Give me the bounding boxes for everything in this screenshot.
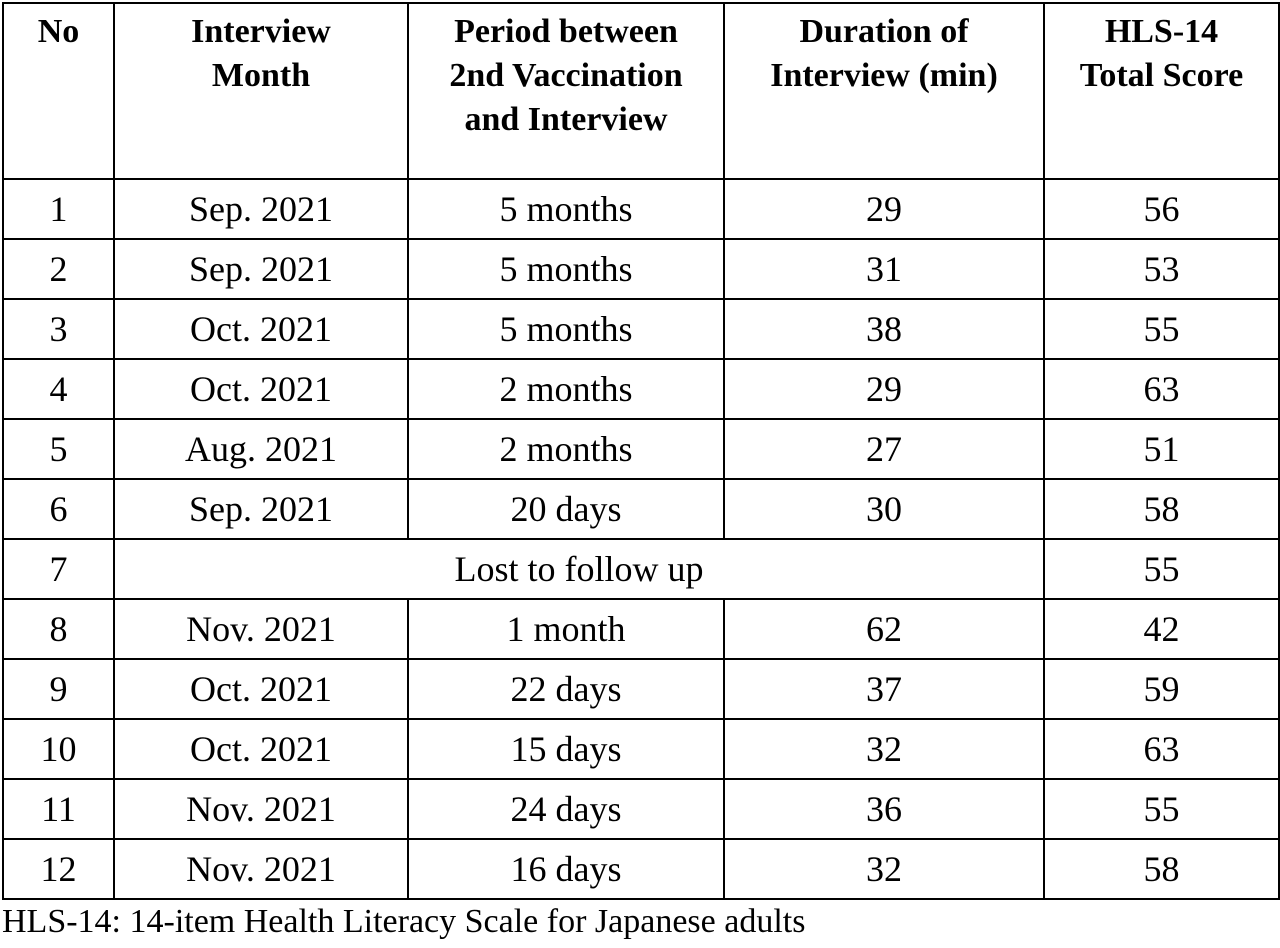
cell-month: Oct. 2021 [114,719,408,779]
table-row [3,599,1279,659]
cell-no: 4 [3,359,114,419]
cell-period: 20 days [408,479,724,539]
cell-period: 5 months [408,239,724,299]
table-row [3,719,1279,779]
cell-period: 5 months [408,179,724,239]
header-no: No [3,3,114,179]
table-row [3,299,1279,359]
footnote: HLS-14: 14-item Health Literacy Scale for Japanese adults [2,903,806,940]
table-row [3,659,1279,719]
data-table [2,2,1280,900]
cell-score: 63 [1044,359,1279,419]
cell-period: 15 days [408,719,724,779]
cell-month: Sep. 2021 [114,179,408,239]
cell-month: Oct. 2021 [114,359,408,419]
cell-no: 7 [3,539,114,599]
cell-no: 2 [3,239,114,299]
cell-duration: 62 [724,599,1044,659]
cell-no: 5 [3,419,114,479]
table-row [3,839,1279,899]
header-duration: Duration of Interview (min) [724,3,1044,179]
cell-score: 51 [1044,419,1279,479]
cell-score: 59 [1044,659,1279,719]
cell-score: 56 [1044,179,1279,239]
cell-duration: 38 [724,299,1044,359]
cell-duration: 29 [724,359,1044,419]
cell-no: 6 [3,479,114,539]
cell-score: 53 [1044,239,1279,299]
cell-duration: 31 [724,239,1044,299]
table-row [3,539,1279,599]
cell-period: 22 days [408,659,724,719]
cell-month: Nov. 2021 [114,779,408,839]
cell-period: 1 month [408,599,724,659]
cell-period: 2 months [408,359,724,419]
cell-score: 55 [1044,299,1279,359]
cell-score: 42 [1044,599,1279,659]
cell-score: 58 [1044,479,1279,539]
cell-period: 16 days [408,839,724,899]
table-row [3,419,1279,479]
cell-duration: 27 [724,419,1044,479]
cell-period: 2 months [408,419,724,479]
cell-month: Nov. 2021 [114,599,408,659]
cell-no: 11 [3,779,114,839]
cell-month: Sep. 2021 [114,239,408,299]
table-row [3,479,1279,539]
cell-month: Aug. 2021 [114,419,408,479]
cell-period: 5 months [408,299,724,359]
header-row [3,3,1279,179]
cell-month: Sep. 2021 [114,479,408,539]
table-row [3,359,1279,419]
cell-duration: 37 [724,659,1044,719]
cell-duration: 36 [724,779,1044,839]
cell-no: 9 [3,659,114,719]
cell-month: Oct. 2021 [114,659,408,719]
cell-score: 55 [1044,779,1279,839]
cell-score: 58 [1044,839,1279,899]
header-interview-month: Interview Month [114,3,408,179]
cell-score: 63 [1044,719,1279,779]
cell-duration: 32 [724,719,1044,779]
header-hls-score: HLS-14 Total Score [1044,3,1279,179]
header-period: Period between 2nd Vaccination and Interview [408,3,724,179]
cell-month: Oct. 2021 [114,299,408,359]
cell-duration: 30 [724,479,1044,539]
table-row [3,179,1279,239]
cell-no: 10 [3,719,114,779]
cell-lost-to-follow-up: Lost to follow up [114,539,1044,599]
cell-no: 8 [3,599,114,659]
cell-month: Nov. 2021 [114,839,408,899]
cell-score: 55 [1044,539,1279,599]
table-row [3,779,1279,839]
cell-duration: 29 [724,179,1044,239]
cell-no: 3 [3,299,114,359]
cell-period: 24 days [408,779,724,839]
cell-no: 12 [3,839,114,899]
table-row [3,239,1279,299]
cell-duration: 32 [724,839,1044,899]
cell-no: 1 [3,179,114,239]
